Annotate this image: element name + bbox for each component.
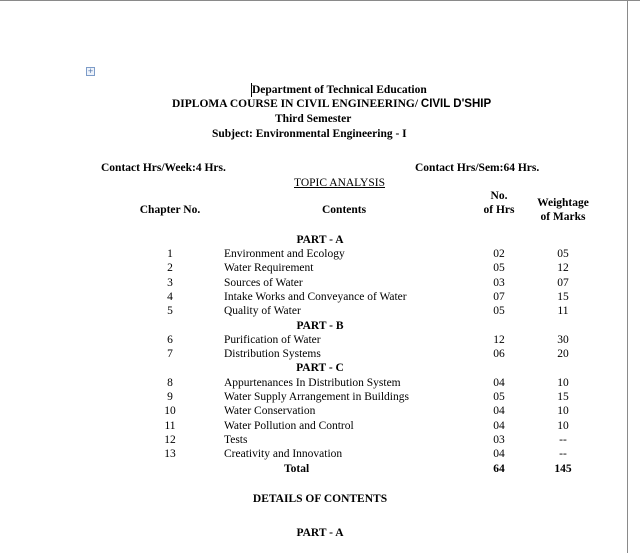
header-weightage-line1: Weightage bbox=[537, 197, 589, 209]
total-label: Total bbox=[284, 462, 310, 475]
chapter-hrs: 04 bbox=[493, 419, 505, 432]
chapter-hrs: 03 bbox=[493, 276, 505, 289]
chapter-marks: 11 bbox=[557, 305, 569, 318]
chapter-no: 5 bbox=[167, 305, 173, 318]
chapter-no: 11 bbox=[164, 419, 176, 432]
table-row bbox=[0, 447, 640, 461]
chapter-content: Environment and Ecology bbox=[224, 248, 345, 260]
total-marks: 145 bbox=[554, 462, 572, 475]
topic-analysis-title: TOPIC ANALYSIS bbox=[294, 177, 385, 189]
chapter-no: 7 bbox=[167, 348, 173, 361]
chapter-marks: 05 bbox=[557, 248, 569, 260]
part-c-label: PART - C bbox=[296, 362, 344, 375]
details-part-a-label: PART - A bbox=[296, 527, 344, 539]
chapter-no: 13 bbox=[164, 448, 176, 461]
total-hrs: 64 bbox=[493, 462, 505, 475]
chapter-hrs: 07 bbox=[493, 290, 505, 303]
details-title: DETAILS OF CONTENTS bbox=[252, 493, 388, 505]
header-hrs-line1: No. bbox=[490, 190, 508, 202]
chapter-hrs: 05 bbox=[493, 305, 505, 318]
table-row bbox=[0, 247, 640, 261]
chapter-no: 3 bbox=[167, 276, 173, 289]
header-hrs-line2: of Hrs bbox=[483, 204, 515, 216]
chapter-hrs: 03 bbox=[493, 433, 505, 446]
chapter-marks: 30 bbox=[557, 333, 569, 346]
chapter-content: Distribution Systems bbox=[224, 348, 321, 361]
semester-label: Third Semester bbox=[275, 113, 352, 125]
chapter-hrs: 06 bbox=[493, 348, 505, 361]
chapter-no: 10 bbox=[164, 405, 176, 418]
chapter-content: Water Supply Arrangement in Buildings bbox=[224, 391, 409, 403]
table-row bbox=[0, 347, 640, 361]
chapter-hrs: 04 bbox=[493, 376, 505, 389]
table-row bbox=[0, 419, 640, 433]
table-row bbox=[0, 261, 640, 275]
chapter-marks: 10 bbox=[557, 419, 569, 432]
part-b-label: PART - B bbox=[296, 319, 344, 332]
total-row bbox=[0, 462, 640, 476]
chapter-hrs: 05 bbox=[493, 262, 505, 275]
chapter-marks: 15 bbox=[557, 290, 569, 303]
department-title: Department of Technical Education bbox=[252, 84, 427, 96]
table-row bbox=[0, 376, 640, 390]
chapter-hrs: 04 bbox=[493, 448, 505, 461]
page-top-edge bbox=[0, 0, 640, 1]
table-row bbox=[0, 290, 640, 304]
chapter-content: Purification of Water bbox=[224, 333, 321, 346]
course-title-prefix: DIPLOMA COURSE IN CIVIL ENGINEERING/ bbox=[172, 98, 419, 110]
table-row bbox=[0, 433, 640, 447]
chapter-content: Creativity and Innovation bbox=[224, 448, 343, 461]
chapter-content: Sources of Water bbox=[224, 276, 303, 289]
chapter-marks: 07 bbox=[557, 276, 569, 289]
chapter-no: 8 bbox=[167, 376, 173, 389]
chapter-marks: -- bbox=[559, 433, 567, 446]
table-row bbox=[0, 333, 640, 347]
chapter-marks: -- bbox=[559, 448, 567, 461]
chapter-hrs: 05 bbox=[493, 391, 505, 403]
table-row bbox=[0, 276, 640, 290]
contact-hrs-sem: Contact Hrs/Sem:64 Hrs. bbox=[415, 162, 540, 174]
chapter-no: 2 bbox=[167, 262, 173, 275]
chapter-content: Water Requirement bbox=[224, 262, 314, 275]
chapter-hrs: 02 bbox=[493, 248, 505, 260]
chapter-no: 1 bbox=[167, 248, 173, 260]
chapter-marks: 15 bbox=[557, 391, 569, 403]
chapter-content: Intake Works and Conveyance of Water bbox=[224, 290, 407, 303]
chapter-marks: 10 bbox=[557, 376, 569, 389]
subject-label: Subject: Environmental Engineering - I bbox=[212, 128, 407, 140]
chapter-marks: 12 bbox=[557, 262, 569, 275]
chapter-no: 12 bbox=[164, 433, 176, 446]
table-row bbox=[0, 404, 640, 418]
contact-hrs-week: Contact Hrs/Week:4 Hrs. bbox=[101, 162, 226, 174]
chapter-hrs: 04 bbox=[493, 405, 505, 418]
table-row bbox=[0, 304, 640, 318]
chapter-no: 6 bbox=[167, 333, 173, 346]
course-title-suffix: CIVIL D'SHIP bbox=[420, 98, 492, 110]
table-move-handle-icon[interactable]: + bbox=[87, 67, 94, 75]
chapter-marks: 20 bbox=[557, 348, 569, 361]
chapter-marks: 10 bbox=[557, 405, 569, 418]
chapter-content: Appurtenances In Distribution System bbox=[224, 376, 401, 389]
chapter-no: 4 bbox=[167, 290, 173, 303]
chapter-content: Quality of Water bbox=[224, 305, 301, 318]
chapter-content: Water Conservation bbox=[224, 405, 316, 418]
chapter-content: Water Pollution and Control bbox=[224, 419, 354, 432]
header-chapter: Chapter No. bbox=[139, 204, 201, 216]
part-a-label: PART - A bbox=[296, 234, 344, 246]
course-title bbox=[172, 97, 491, 111]
chapter-no: 9 bbox=[167, 391, 173, 403]
header-weightage-line2: of Marks bbox=[540, 211, 586, 223]
chapter-content: Tests bbox=[224, 433, 248, 446]
chapter-hrs: 12 bbox=[493, 333, 505, 346]
table-row bbox=[0, 390, 640, 404]
header-contents: Contents bbox=[322, 204, 367, 216]
